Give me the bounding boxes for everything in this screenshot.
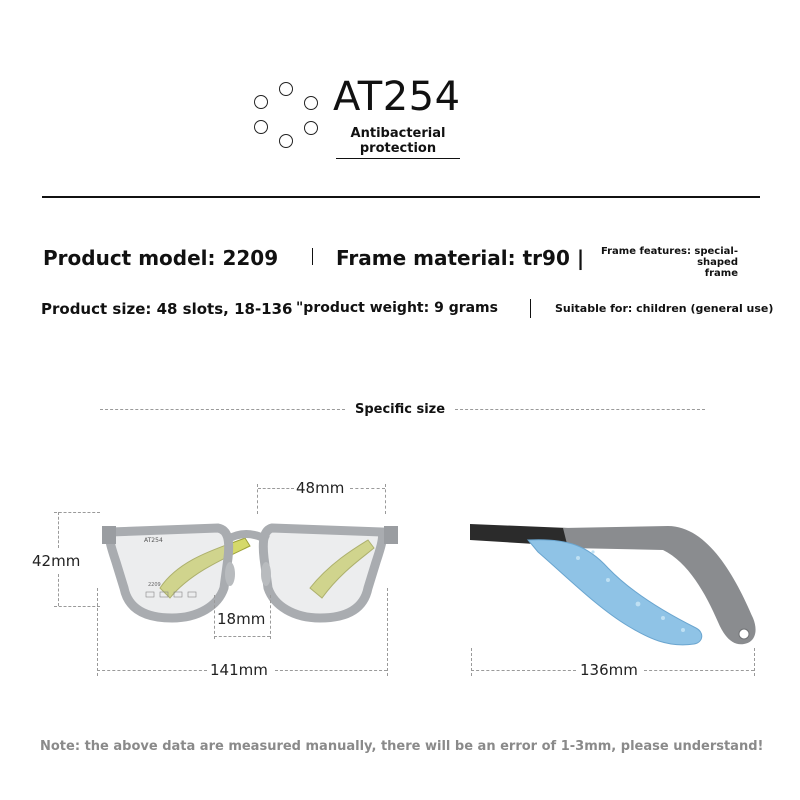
dim-line <box>471 670 576 671</box>
glasses-side-view <box>468 518 768 658</box>
dim-tick <box>387 588 388 676</box>
dim-tick <box>385 484 386 514</box>
frame-material: Frame material: tr90 | <box>336 246 585 270</box>
temple-length-label: 136mm <box>580 661 638 679</box>
section-dash-right <box>455 409 705 410</box>
header-divider <box>42 196 760 198</box>
product-size: Product size: 48 slots, 18-136 <box>41 300 293 318</box>
dim-tick <box>214 595 215 639</box>
dim-line <box>58 574 59 606</box>
suitable-for: Suitable for: children (general use) <box>555 302 774 315</box>
dim-line <box>275 670 387 671</box>
dim-tick <box>97 588 98 676</box>
frame-features-line1: Frame features: special-shaped <box>600 246 738 268</box>
section-title: Specific size <box>354 402 446 417</box>
section-dash-left <box>100 409 345 410</box>
product-model: Product model: 2209 <box>43 246 279 270</box>
tagline-line2: protection <box>359 141 437 156</box>
dim-tick <box>54 606 100 607</box>
lens-width-label: 48mm <box>296 479 345 497</box>
tagline-line1: Antibacterial <box>350 126 446 141</box>
lens-print-number: 2209 <box>148 582 161 588</box>
bridge-width-label: 18mm <box>217 610 266 628</box>
antibacterial-circles-icon <box>248 78 328 154</box>
dim-tick <box>754 648 755 676</box>
product-weight: "product weight: 9 grams <box>296 300 498 316</box>
spec-separator <box>530 299 531 318</box>
frame-features <box>566 246 738 279</box>
frame-width-label: 141mm <box>210 661 268 679</box>
tagline <box>336 126 460 156</box>
dim-tick <box>270 595 271 639</box>
dim-tick <box>54 512 100 513</box>
dim-line <box>644 670 754 671</box>
tagline-underline <box>336 158 460 159</box>
lens-print-model: AT254 <box>144 537 163 544</box>
dim-line <box>97 670 207 671</box>
dim-line <box>214 636 270 637</box>
spec-separator <box>312 248 313 265</box>
dim-tick <box>471 648 472 676</box>
dim-line <box>258 488 294 489</box>
measurement-note: Note: the above data are measured manually, there will be an error of 1-3mm, please understand! <box>40 739 764 754</box>
frame-features-line2: frame <box>704 268 738 279</box>
brand-title: AT254 <box>333 74 461 120</box>
dim-tick <box>257 484 258 514</box>
dim-line <box>350 488 385 489</box>
dim-line <box>58 512 59 548</box>
lens-height-label: 42mm <box>32 552 81 570</box>
